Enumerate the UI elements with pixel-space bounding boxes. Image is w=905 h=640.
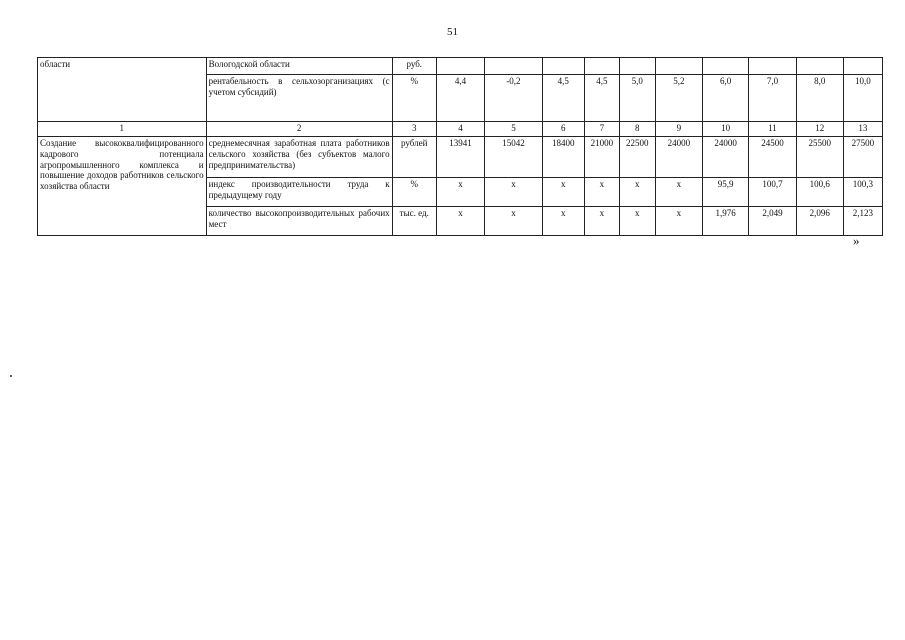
indicator-cell: Вологодской области — [206, 58, 392, 75]
unit-cell: рублей — [392, 137, 436, 178]
column-number: 13 — [843, 122, 882, 137]
column-number: 12 — [796, 122, 843, 137]
value-cell: 95,9 — [703, 178, 749, 207]
value-cell: 2,123 — [843, 207, 882, 236]
value-cell: х — [485, 207, 543, 236]
closing-quote: » — [853, 233, 860, 248]
value-cell: 7,0 — [749, 75, 796, 122]
indicator-cell: количество высокопроизводительных рабочих мест — [206, 207, 392, 236]
column-number: 8 — [619, 122, 655, 137]
value-cell: х — [619, 207, 655, 236]
indicator-cell: индекс производительности труда к предыдущему году — [206, 178, 392, 207]
page-number: 51 — [447, 26, 458, 38]
column-number: 7 — [584, 122, 619, 137]
column-number: 10 — [703, 122, 749, 137]
value-cell: 24500 — [749, 137, 796, 178]
unit-cell: % — [392, 75, 436, 122]
value-cell: х — [485, 178, 543, 207]
value-cell: 5,0 — [619, 75, 655, 122]
value-cell: 2,049 — [749, 207, 796, 236]
value-cell: 5,2 — [655, 75, 702, 122]
value-cell: 21000 — [584, 137, 619, 178]
value-cell: 6,0 — [703, 75, 749, 122]
indicator-cell: среднемесячная заработная плата работников сельского хозяйства (без субъектов малого предпринимательства) — [206, 137, 392, 178]
table-row — [38, 137, 883, 178]
value-cell: 27500 — [843, 137, 882, 178]
value-cell: 22500 — [619, 137, 655, 178]
value-cell: 13941 — [436, 137, 484, 178]
indicator-cell: рентабельность в сельхозорганизациях (с учетом субсидий) — [206, 75, 392, 122]
table-row — [38, 58, 883, 75]
value-cell: х — [436, 207, 484, 236]
value-cell: 4,4 — [436, 75, 484, 122]
value-cell: 25500 — [796, 137, 843, 178]
column-number: 3 — [392, 122, 436, 137]
value-cell: 100,6 — [796, 178, 843, 207]
unit-cell: тыс. ед. — [392, 207, 436, 236]
column-number-row — [38, 122, 883, 137]
value-cell: х — [584, 207, 619, 236]
value-cell: 100,3 — [843, 178, 882, 207]
scan-artifact-dot — [10, 375, 12, 377]
value-cell: х — [619, 178, 655, 207]
value-cell: 18400 — [542, 137, 584, 178]
value-cell: -0,2 — [485, 75, 543, 122]
value-cell: 100,7 — [749, 178, 796, 207]
value-cell: 15042 — [485, 137, 543, 178]
value-cell: х — [655, 207, 702, 236]
value-cell: 4,5 — [584, 75, 619, 122]
unit-cell: % — [392, 178, 436, 207]
task-cell: Создание высококвалифицированного кадрового потенциала агропромышленного комплекса и повышение доходов работников сельского хозяйства области — [38, 137, 207, 236]
column-number: 6 — [542, 122, 584, 137]
value-cell: х — [655, 178, 702, 207]
column-number: 4 — [436, 122, 484, 137]
value-cell: 8,0 — [796, 75, 843, 122]
column-number: 2 — [206, 122, 392, 137]
value-cell: 24000 — [655, 137, 702, 178]
column-number: 11 — [749, 122, 796, 137]
value-cell: 4,5 — [542, 75, 584, 122]
value-cell: х — [542, 178, 584, 207]
value-cell: х — [584, 178, 619, 207]
value-cell: 2,096 — [796, 207, 843, 236]
indicators-table — [37, 57, 883, 236]
unit-cell: руб. — [392, 58, 436, 75]
task-cell-continued: области — [38, 58, 207, 122]
value-cell: 1,976 — [703, 207, 749, 236]
value-cell: 10,0 — [843, 75, 882, 122]
column-number: 9 — [655, 122, 702, 137]
value-cell: х — [436, 178, 484, 207]
value-cell: 24000 — [703, 137, 749, 178]
column-number: 5 — [485, 122, 543, 137]
value-cell: х — [542, 207, 584, 236]
column-number: 1 — [38, 122, 207, 137]
